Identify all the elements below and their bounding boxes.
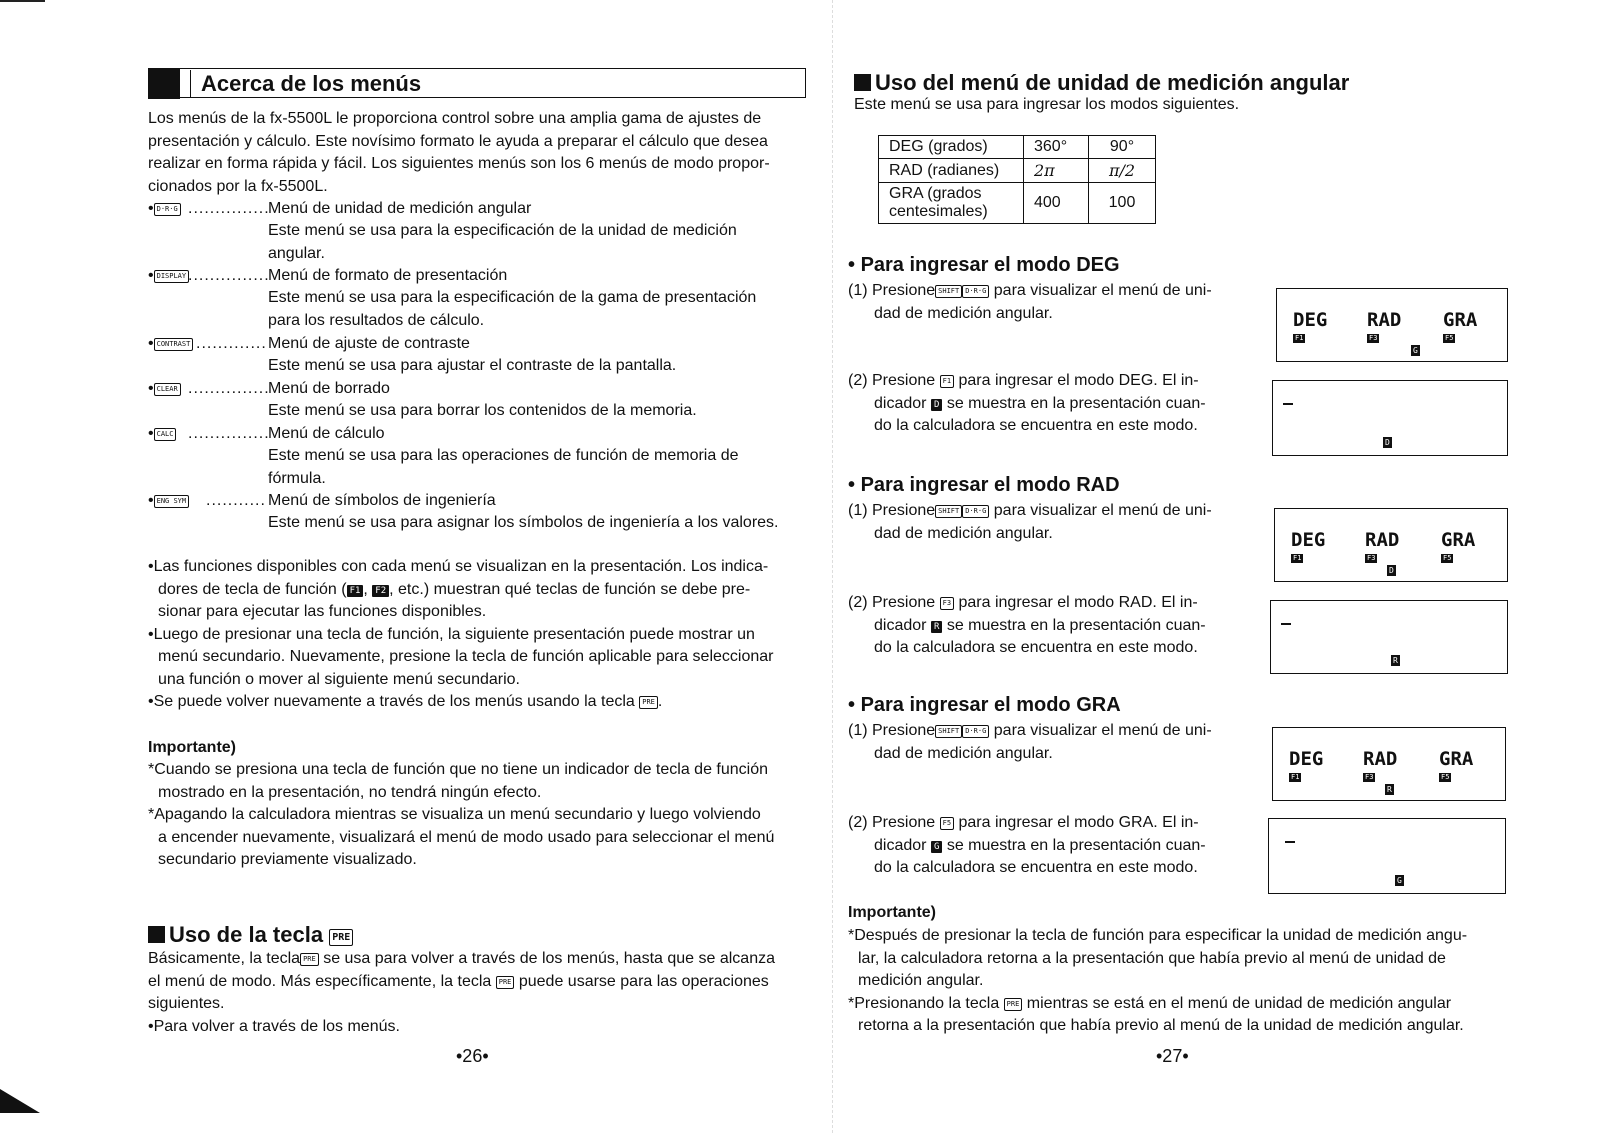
angular-section-title: Uso del menú de unidad de medición angular <box>875 70 1350 95</box>
drg-key-icon: D·R·G <box>962 285 989 298</box>
pre-section-title: Uso de la tecla <box>169 922 324 947</box>
mode-step-2 <box>848 812 1238 880</box>
step-text: se muestra en la presentación cuan- <box>946 394 1206 412</box>
mode-heading: • Para ingresar el modo DEG <box>848 254 1120 276</box>
shift-key-icon: SHIFT <box>935 725 962 738</box>
pre-text: puede usarse para las operaciones <box>518 972 769 990</box>
step-text: para visualizar el menú de uni- <box>993 502 1212 519</box>
f1-key-icon: F1 <box>940 375 954 388</box>
menu-bullet: • D·R·G <box>148 198 181 221</box>
menu-desc <box>268 287 808 332</box>
importante-block <box>848 925 1508 1038</box>
step-text: para ingresar el modo DEG. El in- <box>958 372 1199 389</box>
table-cell: GRA (grados centesimales) <box>879 183 1024 224</box>
table-row <box>879 136 1156 159</box>
drg-key-icon: D·R·G <box>962 505 989 518</box>
step-line: dad de medición angular. <box>874 524 1053 542</box>
lcd-word-deg: DEG <box>1293 309 1328 331</box>
pre-key-icon: PRE <box>329 929 353 946</box>
eng-sym-key-icon: ENG SYM <box>154 495 190 508</box>
intro-line: Los menús de la fx-5500L le proporciona control sobre una amplia gama de ajustes de <box>148 110 762 127</box>
step-text: (2) Presione <box>848 372 936 389</box>
menu-bullet: • CALC <box>148 423 176 446</box>
step-text: (2) Presione <box>848 594 936 611</box>
menu-name: Menú de cálculo <box>268 425 385 442</box>
lcd-menu-screen <box>1274 508 1508 582</box>
angle-units-table <box>878 135 1156 224</box>
angular-section-intro: Este menú se usa para ingresar los modos siguientes. <box>854 96 1240 113</box>
step-text: para ingresar el modo RAD. El in- <box>958 594 1198 611</box>
f2-indicator-icon: F2 <box>372 585 389 597</box>
shift-key-icon: SHIFT <box>935 505 962 518</box>
table-cell: 400 <box>1024 183 1089 224</box>
shift-key-icon: SHIFT <box>935 285 962 298</box>
table-cell: 100 <box>1089 183 1156 224</box>
leader-dots: ........... <box>206 492 266 509</box>
table-row <box>879 159 1156 183</box>
mode-heading: • Para ingresar el modo GRA <box>848 694 1121 716</box>
pre-text: el menú de modo. Más específicamente, la tecla <box>148 972 492 990</box>
section-square-icon <box>854 74 871 91</box>
mode-title: Para ingresar el modo DEG <box>860 254 1120 276</box>
step-line <box>848 393 1238 416</box>
step-line <box>848 615 1238 638</box>
lcd-f3-indicator: F3 <box>1369 334 1378 342</box>
menu-bullet: • ENG SYM <box>148 490 189 513</box>
step-line <box>848 720 1238 743</box>
f5-key-icon: F5 <box>940 817 954 830</box>
lcd-word-gra: GRA <box>1443 309 1478 331</box>
menu-name: Menú de símbolos de ingeniería <box>268 492 496 509</box>
lcd-word-rad: RAD <box>1363 748 1398 770</box>
intro-paragraph <box>148 108 770 198</box>
step-text: para visualizar el menú de uni- <box>993 282 1212 299</box>
note-text: , <box>363 580 373 598</box>
step-text: (1) Presione <box>848 502 936 519</box>
note-line: •Las funciones disponibles con cada menú se visualizan en la presentación. Los indica- <box>148 558 769 575</box>
menu-name: Menú de ajuste de contraste <box>268 335 470 352</box>
section-square-icon <box>148 926 165 943</box>
lcd-mode-indicator: R <box>1393 656 1398 665</box>
lcd-result-screen <box>1268 818 1506 894</box>
importante-text: *Presionando la tecla <box>848 994 1000 1012</box>
note-text: , etc.) muestran qué teclas de función se debe pre- <box>389 580 751 598</box>
lcd-cursor <box>1281 623 1291 625</box>
g-indicator-icon: G <box>931 841 942 853</box>
importante-line: a encender nuevamente, visualizará el menú de modo usado para seleccionar el menú <box>158 828 775 846</box>
menu-desc <box>268 445 808 490</box>
display-key-icon: DISPLAY <box>154 270 190 283</box>
note-line <box>148 579 818 602</box>
step-line <box>848 592 1238 615</box>
menu-bullet: • DISPLAY <box>148 265 189 288</box>
pre-key-icon: PRE <box>300 953 319 966</box>
contrast-key-icon: CONTRAST <box>154 338 194 351</box>
page-number: •27• <box>1156 1046 1189 1066</box>
importante-line: retorna a la presentación que había previo al menú de la unidad de medición angular. <box>858 1017 1464 1034</box>
importante-heading: Importante) <box>148 739 236 756</box>
importante-line: *Apagando la calculadora mientras se visualiza un menú secundario y luego volviendo <box>148 806 761 823</box>
lcd-mode-indicator: D <box>1389 566 1394 575</box>
table-cell: 90° <box>1089 136 1156 159</box>
leader-dots: ............... <box>188 380 270 397</box>
calc-key-icon: CALC <box>154 428 177 441</box>
step-text: (1) Presione <box>848 722 936 739</box>
step-line <box>848 370 1238 393</box>
lcd-mode-indicator: G <box>1413 346 1418 355</box>
note-line <box>148 691 818 714</box>
leader-dots: ............... <box>188 267 270 284</box>
f3-key-icon: F3 <box>940 597 954 610</box>
lcd-f3-indicator: F3 <box>1367 554 1376 562</box>
mode-step-1 <box>848 720 1238 765</box>
table-cell: 360° <box>1024 136 1089 159</box>
note-line: menú secundario. Nuevamente, presione la tecla de función aplicable para seleccionar <box>158 648 774 665</box>
mode-step-2 <box>848 370 1238 438</box>
menu-desc-line: Este menú se usa para asignar los símbolos de ingeniería a los valores. <box>268 514 779 531</box>
importante-line: *Cuando se presiona una tecla de función que no tiene un indicador de tecla de función <box>148 761 769 778</box>
r-indicator-icon: R <box>931 621 942 633</box>
menu-desc-line: angular. <box>268 244 325 262</box>
leader-dots: ............. <box>196 335 267 352</box>
lcd-word-deg: DEG <box>1289 748 1324 770</box>
table-cell: 2π <box>1024 159 1089 183</box>
step-line: do la calculadora se encuentra en este modo. <box>874 859 1198 876</box>
lcd-f3-indicator: F3 <box>1365 773 1374 781</box>
pre-line <box>148 948 818 971</box>
step-text: se muestra en la presentación cuan- <box>946 616 1206 634</box>
importante-line: mostrado en la presentación, no tendrá ningún efecto. <box>158 783 542 801</box>
menu-desc-line: Este menú se usa para las operaciones de función de memoria de <box>268 447 739 464</box>
step-line: dad de medición angular. <box>874 744 1053 762</box>
lcd-result-screen <box>1270 600 1508 674</box>
step-line <box>848 812 1238 835</box>
menu-desc-line: Este menú se usa para la especificación de la gama de presentación <box>268 289 757 306</box>
header-square-icon <box>148 68 180 99</box>
page-number: •26• <box>456 1046 489 1066</box>
right-page <box>830 0 1600 1133</box>
step-line <box>848 280 1238 303</box>
lcd-menu-screen <box>1272 727 1506 801</box>
f1-indicator-icon: F1 <box>347 585 364 597</box>
mode-step-1 <box>848 280 1238 325</box>
note-text: dores de tecla de función ( <box>158 580 347 598</box>
table-cell: RAD (radianes) <box>879 159 1024 183</box>
section-title-menus: Acerca de los menús <box>190 70 421 98</box>
importante-line: secundario previamente visualizado. <box>158 851 417 868</box>
angular-section-heading <box>854 70 1349 96</box>
pre-key-icon: PRE <box>1004 998 1023 1011</box>
intro-line: presentación y cálculo. Este novísimo formato le ayuda a preparar el cálculo que desea <box>148 132 768 150</box>
menu-desc <box>268 355 808 378</box>
lcd-word-gra: GRA <box>1441 529 1476 551</box>
intro-line: cionados por la fx-5500L. <box>148 177 328 195</box>
lcd-word-deg: DEG <box>1291 529 1326 551</box>
step-text: dicador <box>874 616 927 634</box>
lcd-f1-indicator: F1 <box>1293 554 1302 562</box>
table-cell: π/2 <box>1089 159 1156 183</box>
lcd-cursor <box>1283 403 1293 405</box>
pre-section-body <box>148 948 818 1038</box>
pre-line <box>148 971 818 994</box>
note-text: •Se puede volver nuevamente a través de los menús usando la tecla <box>148 693 635 710</box>
note-line: •Luego de presionar una tecla de función, la siguiente presentación puede mostrar un <box>148 625 755 643</box>
menu-desc-line: Este menú se usa para borrar los contenidos de la memoria. <box>268 402 697 419</box>
clear-key-icon: CLEAR <box>154 383 181 396</box>
pre-section-heading <box>148 922 353 948</box>
pre-key-icon: PRE <box>496 976 515 989</box>
pre-text: se usa para volver a través de los menús, hasta que se alcanza <box>323 950 775 967</box>
note-text: . <box>657 693 663 710</box>
step-text: para visualizar el menú de uni- <box>993 722 1212 739</box>
step-text: dicador <box>874 836 927 854</box>
notes-block <box>148 556 818 714</box>
step-text: se muestra en la presentación cuan- <box>946 836 1206 854</box>
menu-name: Menú de formato de presentación <box>268 267 508 284</box>
drg-key-icon: D·R·G <box>154 203 181 216</box>
lcd-f1-indicator: F1 <box>1295 334 1304 342</box>
drg-key-icon: D·R·G <box>962 725 989 738</box>
lcd-mode-indicator: G <box>1397 876 1402 885</box>
step-line <box>848 835 1238 858</box>
menu-bullet: • CONTRAST <box>148 333 193 356</box>
importante-line: *Después de presionar la tecla de función para especificar la unidad de medición angu- <box>848 927 1468 944</box>
mode-step-2 <box>848 592 1238 660</box>
intro-line: realizar en forma rápida y fácil. Los siguientes menús son los 6 menús de modo propor- <box>148 155 770 172</box>
lcd-mode-indicator: R <box>1387 785 1392 794</box>
lcd-f5-indicator: F5 <box>1443 554 1452 562</box>
importante-heading: Importante) <box>848 904 936 921</box>
importante-line: medición angular. <box>858 972 984 989</box>
menu-bullet: • CLEAR <box>148 378 181 401</box>
menu-name: Menú de unidad de medición angular <box>268 200 532 217</box>
lcd-word-rad: RAD <box>1367 309 1402 331</box>
mode-title: Para ingresar el modo RAD <box>860 474 1120 496</box>
importante-block <box>148 759 818 872</box>
mode-step-1 <box>848 500 1238 545</box>
pre-line: siguientes. <box>148 995 225 1012</box>
step-line: do la calculadora se encuentra en este modo. <box>874 639 1198 656</box>
step-text: dicador <box>874 394 927 412</box>
table-row <box>879 183 1156 224</box>
importante-line: lar, la calculadora retorna a la presentación que había previo al menú de unidad de <box>858 949 1446 967</box>
leader-dots: ............... <box>188 200 270 217</box>
menu-desc <box>268 220 808 265</box>
step-line <box>848 500 1238 523</box>
note-line: una función o mover al siguiente menú secundario. <box>158 670 520 688</box>
lcd-word-gra: GRA <box>1439 748 1474 770</box>
lcd-f5-indicator: F5 <box>1441 773 1450 781</box>
lcd-result-screen <box>1272 380 1508 456</box>
menu-desc-line: Este menú se usa para ajustar el contraste de la pantalla. <box>268 357 677 374</box>
mode-heading: • Para ingresar el modo RAD <box>848 474 1120 496</box>
table-cell: DEG (grados) <box>879 136 1024 159</box>
step-text: (1) Presione <box>848 282 936 299</box>
menu-desc-line: fórmula. <box>268 469 326 487</box>
lcd-cursor <box>1285 841 1295 843</box>
lcd-menu-screen <box>1276 288 1508 362</box>
menu-desc-line: para los resultados de cálculo. <box>268 311 485 329</box>
step-line: dad de medición angular. <box>874 304 1053 322</box>
lcd-f1-indicator: F1 <box>1291 773 1300 781</box>
step-text: (2) Presione <box>848 814 936 831</box>
lcd-word-rad: RAD <box>1365 529 1400 551</box>
menu-desc-line: Este menú se usa para la especificación de la unidad de medición <box>268 222 737 239</box>
step-line: do la calculadora se encuentra en este modo. <box>874 417 1198 434</box>
importante-text: mientras se está en el menú de unidad de medición angular <box>1026 994 1452 1012</box>
step-text: para ingresar el modo GRA. El in- <box>958 814 1199 831</box>
note-line: sionar para ejecutar las funciones disponibles. <box>158 603 487 620</box>
d-indicator-icon: D <box>931 399 942 411</box>
pre-key-icon: PRE <box>639 696 658 709</box>
menu-desc <box>268 512 808 535</box>
menu-list <box>148 198 818 538</box>
menu-desc <box>268 400 808 423</box>
lcd-mode-indicator: D <box>1385 438 1390 447</box>
leader-dots: ............... <box>188 425 270 442</box>
pre-line: •Para volver a través de los menús. <box>148 1017 400 1035</box>
menu-name: Menú de borrado <box>268 380 390 397</box>
mode-title: Para ingresar el modo GRA <box>860 694 1121 716</box>
importante-line <box>848 993 1508 1016</box>
lcd-f5-indicator: F5 <box>1445 334 1454 342</box>
pre-text: Básicamente, la tecla <box>148 950 301 967</box>
